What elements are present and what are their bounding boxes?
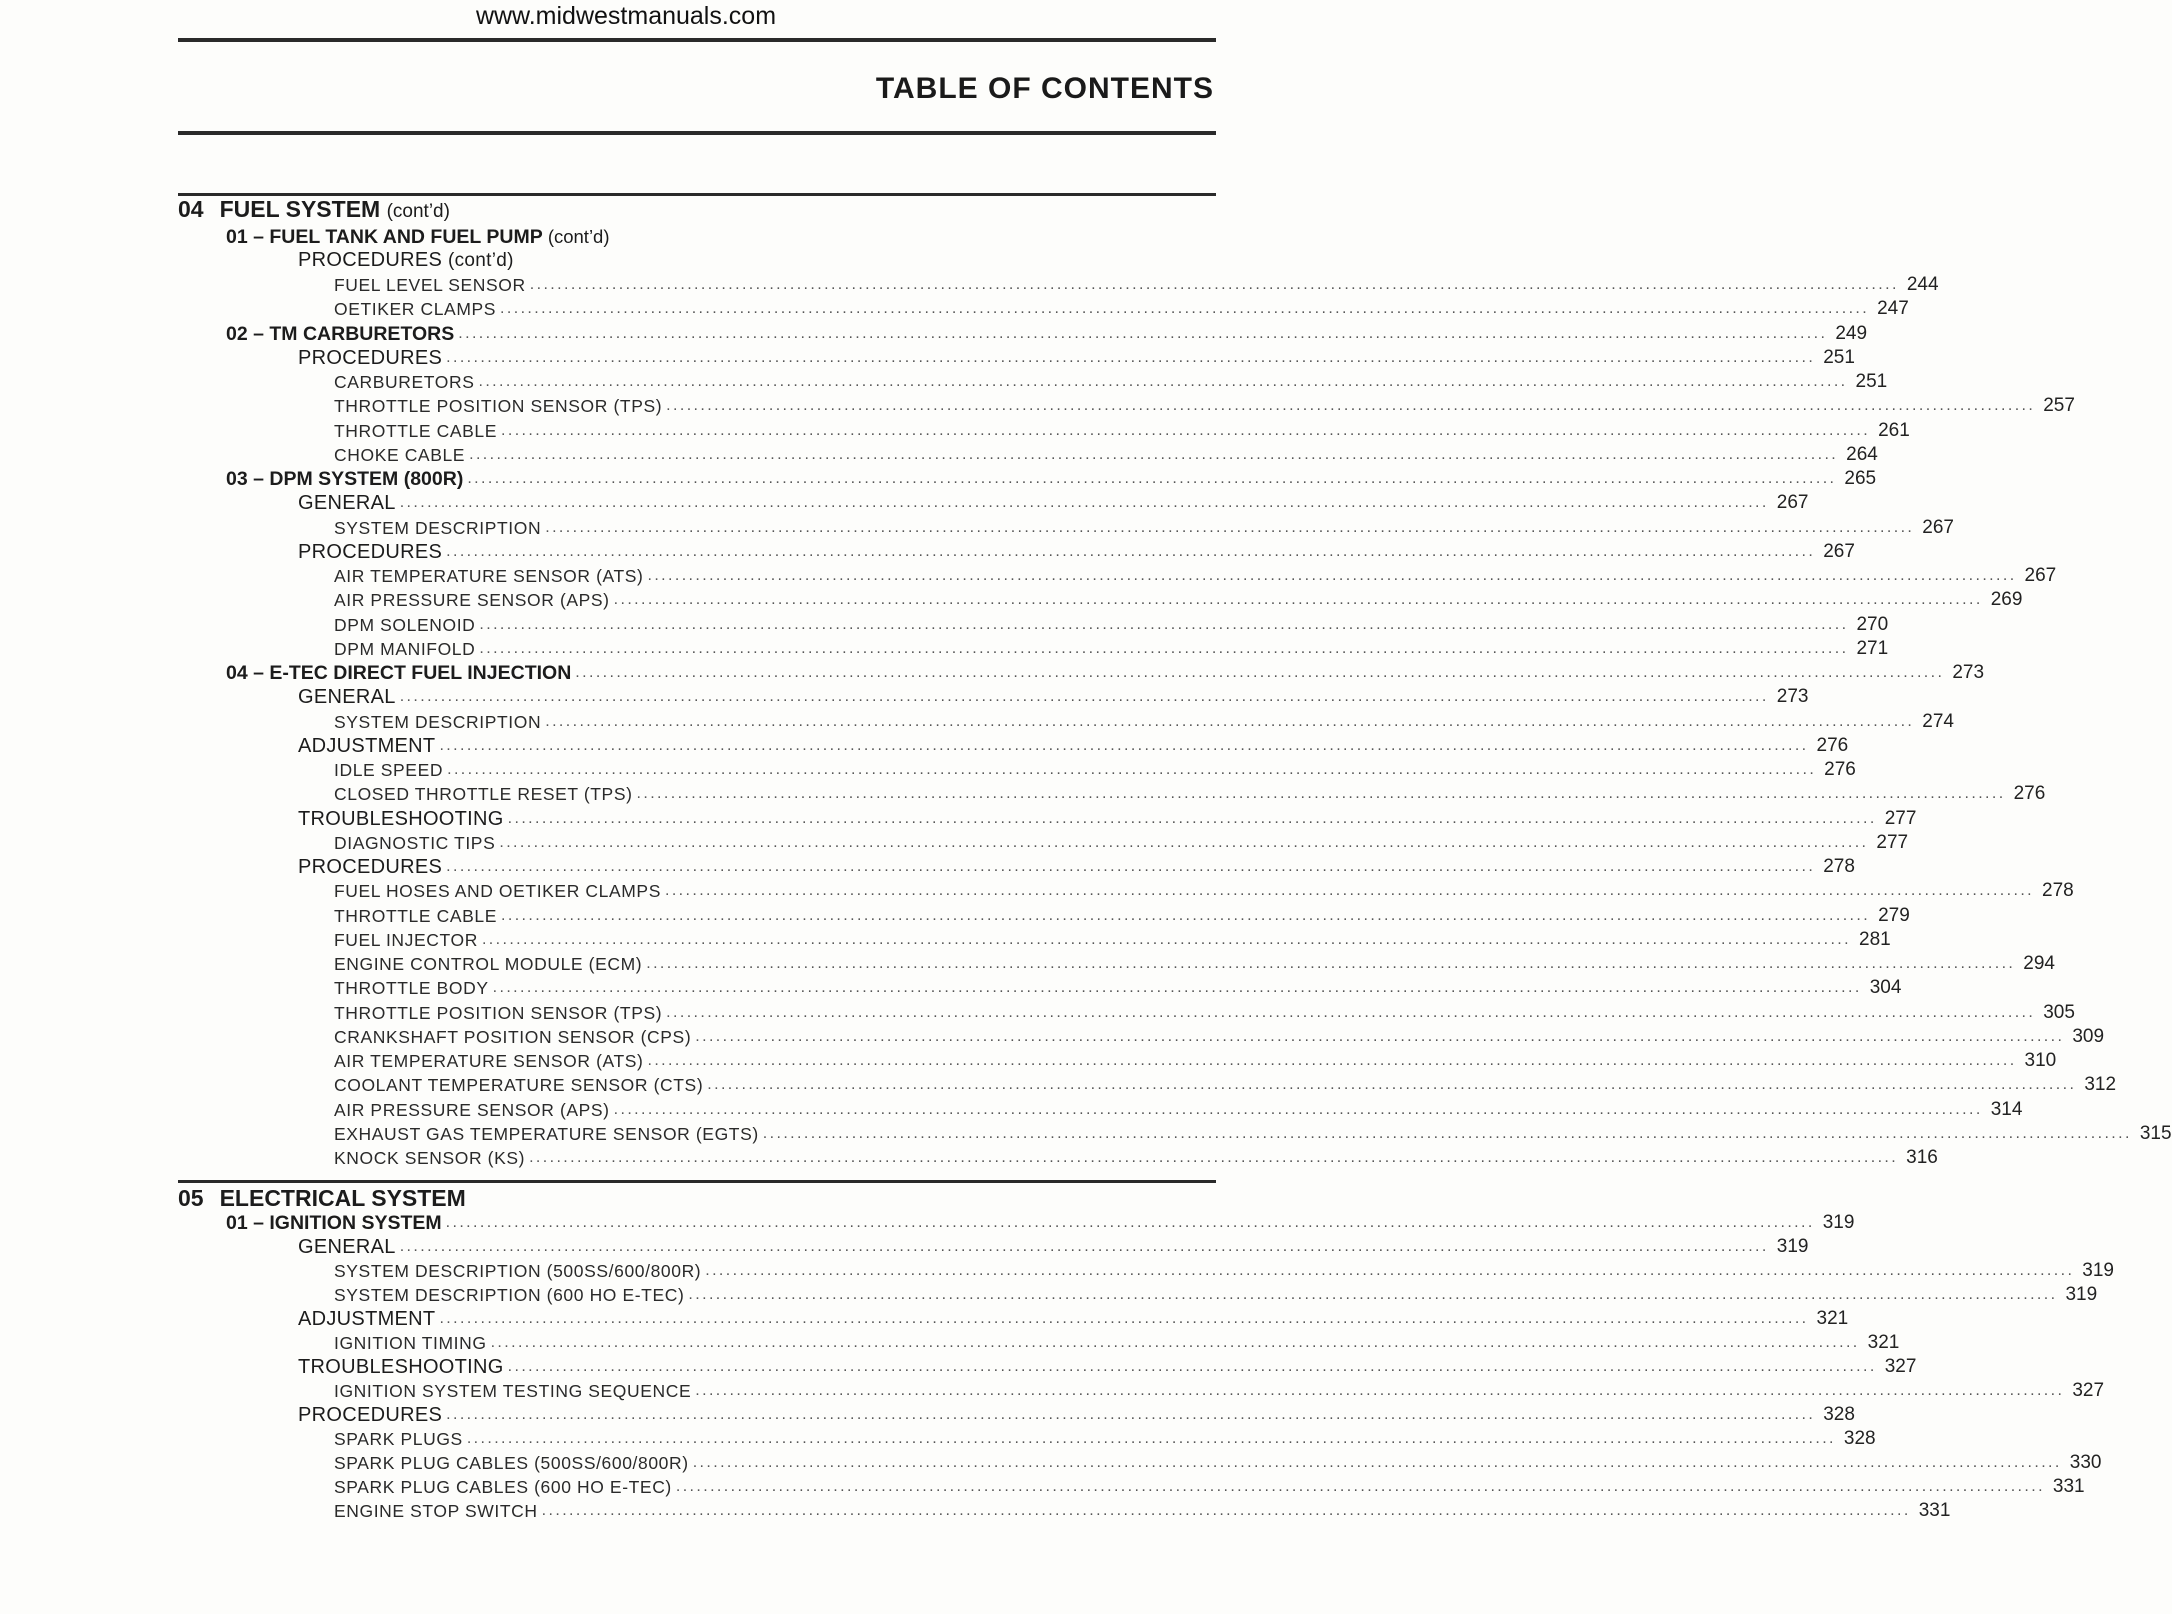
toc-entry[interactable] [0, 1146, 1938, 1170]
dot-leader: ........................................................................................................................................................................................................ [613, 591, 1983, 609]
toc-entry-label [334, 710, 541, 734]
page-number: 276 [1816, 734, 1849, 756]
page-number: 277 [1876, 831, 1909, 853]
toc-entry-text: SYSTEM DESCRIPTION [334, 711, 542, 732]
toc-entry[interactable] [0, 1499, 1951, 1523]
toc-entry[interactable] [0, 1283, 2098, 1307]
dot-leader: ........................................................................................................................................................................................................ [613, 1100, 1983, 1118]
dot-leader: ........................................................................................................................................................................................................ [466, 1429, 1836, 1447]
toc-entry-text: FUEL INJECTOR [334, 929, 478, 950]
toc-entry-text: PROCEDURES [298, 248, 443, 271]
toc-entry[interactable] [0, 1025, 2105, 1049]
toc-entry-label [298, 807, 504, 831]
toc-entry-text: OETIKER CLAMPS [334, 299, 497, 320]
page-number: 261 [1878, 419, 1910, 441]
page-number: 331 [1918, 1499, 1951, 1521]
dot-leader: ........................................................................................................................................................................................................ [695, 1381, 2065, 1399]
toc-entry-label [334, 831, 495, 855]
toc-entry-text: DPM MANIFOLD [334, 638, 476, 659]
dot-leader: ........................................................................................................................................................................................................ [478, 373, 1848, 390]
toc-entry-label [334, 976, 489, 1000]
toc-entry-text: CRANKSHAFT POSITION SENSOR (CPS) [334, 1026, 692, 1047]
dot-leader: ........................................................................................................................................................................................................ [467, 470, 1837, 487]
dot-leader: ........................................................................................................................................................................................................ [541, 1501, 1911, 1519]
page-number: 319 [2065, 1283, 2098, 1305]
dot-leader: ........................................................................................................................................................................................................ [707, 1076, 2077, 1094]
toc-entry-label [298, 491, 396, 515]
toc-entry-text: CARBURETORS [334, 372, 475, 392]
page-number: 319 [2082, 1259, 2114, 1281]
toc-entry-label [334, 1146, 525, 1170]
toc-entry-label [334, 1499, 538, 1523]
toc-entry-text: PROCEDURES [298, 856, 443, 878]
toc-entry-label [298, 1307, 435, 1331]
dot-leader: ........................................................................................................................................................................................................ [492, 979, 1862, 997]
dot-leader: ........................................................................................................................................................................................................ [446, 1405, 1816, 1423]
toc-entry-text: THROTTLE POSITION SENSOR (TPS) [334, 396, 663, 417]
toc-entry-text: AIR TEMPERATURE SENSOR (ATS) [334, 1051, 644, 1071]
page-number: 249 [1835, 322, 1868, 344]
toc-entry-label [334, 1259, 701, 1283]
toc-entry-label [334, 904, 497, 928]
toc-entry[interactable] [0, 1259, 2114, 1283]
toc-entry-text: THROTTLE CABLE [334, 420, 498, 441]
toc-entry-label [334, 1001, 662, 1025]
dot-leader: ........................................................................................................................................................................................................ [507, 1357, 1877, 1375]
toc-entry-label [298, 734, 435, 758]
dot-leader: ........................................................................................................................................................................................................ [675, 1477, 2045, 1495]
toc-entry-text: EXHAUST GAS TEMPERATURE SENSOR (EGTS) [334, 1123, 759, 1144]
toc-entry[interactable] [0, 637, 1889, 661]
toc-entry[interactable] [0, 1475, 2085, 1499]
toc-entry-label [334, 1475, 672, 1499]
dot-leader: ........................................................................................................................................................................................................ [499, 833, 1869, 851]
toc-entry-text: COOLANT TEMPERATURE SENSOR (CTS) [334, 1075, 704, 1096]
dot-leader: ........................................................................................................................................................................................................ [545, 518, 1915, 536]
page-number: 328 [1823, 1403, 1855, 1425]
title-rule [178, 131, 1216, 135]
dot-leader: ........................................................................................................................................................................................................ [647, 1052, 2017, 1069]
page-number: 271 [1856, 637, 1889, 659]
contd-note: (cont’d) [386, 201, 450, 222]
toc-entry-text: DPM SOLENOID [334, 614, 476, 635]
page-number: 330 [2069, 1451, 2102, 1473]
toc-entry-label [334, 564, 643, 588]
toc-entry-text: GENERAL [298, 492, 396, 515]
toc-entry-text: GENERAL [298, 686, 396, 709]
toc-entry[interactable] [0, 685, 1809, 709]
toc-entry-text: FUEL HOSES AND OETIKER CLAMPS [334, 881, 661, 902]
dot-leader: ........................................................................................................................................................................................................ [762, 1124, 2132, 1142]
toc-entry-text: SPARK PLUG CABLES (600 HO E-TEC) [334, 1476, 672, 1497]
toc-entry-text: 01 – FUEL TANK AND FUEL PUMP [226, 225, 543, 248]
dot-leader: ........................................................................................................................................................................................................ [445, 1213, 1815, 1231]
page-number: 316 [1906, 1147, 1938, 1168]
toc-entry[interactable] [0, 273, 1939, 297]
page-number: 264 [1846, 443, 1878, 465]
page-number: 331 [2052, 1475, 2085, 1497]
toc-entry-text: DIAGNOSTIC TIPS [334, 832, 496, 853]
page-number: 312 [2084, 1074, 2117, 1096]
toc-entry-text: THROTTLE BODY [334, 978, 489, 999]
toc-entry-label [298, 855, 442, 879]
toc-entry[interactable] [0, 370, 1888, 394]
toc-entry-label [334, 273, 526, 297]
toc-entry-label [334, 370, 474, 394]
source-url: www.midwestmanuals.com [475, 2, 777, 30]
dot-leader: ........................................................................................................................................................................................................ [501, 421, 1871, 439]
section-heading [0, 196, 1396, 224]
dot-leader: ........................................................................................................................................................................................................ [439, 736, 1809, 754]
dot-leader: ........................................................................................................................................................................................................ [646, 955, 2016, 972]
dot-leader: ........................................................................................................................................................................................................ [481, 930, 1851, 948]
page-number: 269 [1990, 589, 2023, 611]
toc-entry-text: IGNITION SYSTEM TESTING SEQUENCE [334, 1380, 692, 1401]
toc-entry-label [334, 613, 475, 637]
dot-leader: ........................................................................................................................................................................................................ [575, 664, 1945, 681]
page-number: 314 [1990, 1098, 2023, 1120]
dot-leader: ........................................................................................................................................................................................................ [458, 324, 1828, 342]
toc-entry-text: SYSTEM DESCRIPTION (600 HO E-TEC) [334, 1284, 685, 1305]
toc-entry-text: THROTTLE POSITION SENSOR (TPS) [334, 1002, 663, 1023]
toc-entry[interactable] [0, 928, 1891, 952]
toc-entry[interactable] [0, 491, 1809, 515]
toc-entry[interactable] [0, 807, 1917, 831]
dot-leader: ........................................................................................................................................................................................................ [666, 397, 2036, 415]
page-number: 244 [1906, 274, 1939, 295]
section-title: FUEL SYSTEM [219, 196, 381, 222]
page-number: 273 [1776, 686, 1809, 708]
toc-entry-label [334, 928, 478, 952]
toc-entry[interactable] [0, 855, 1855, 879]
contd-note: (cont’d) [547, 225, 610, 247]
toc-entry-label [334, 1073, 703, 1097]
toc-entry[interactable] [0, 540, 1855, 564]
page-number: 251 [1823, 346, 1855, 368]
toc-entry[interactable] [0, 1073, 2117, 1097]
page-number: 276 [1824, 759, 1856, 780]
page-number: 251 [1855, 371, 1888, 392]
section-number: 05 [178, 1185, 204, 1211]
toc-entry-label [298, 1235, 396, 1259]
page-number: 319 [1822, 1211, 1855, 1233]
toc-entry[interactable] [0, 1211, 1855, 1235]
dot-leader: ........................................................................................................................................................................................................ [399, 688, 1769, 706]
dot-leader: ........................................................................................................................................................................................................ [705, 1261, 2075, 1279]
toc-entry-text: SYSTEM DESCRIPTION (500SS/600/800R) [334, 1260, 702, 1281]
page-number: 304 [1869, 977, 1902, 999]
page-number: 278 [2042, 880, 2074, 902]
toc-entry-label [334, 1049, 643, 1073]
dot-leader: ........................................................................................................................................................................................................ [688, 1285, 2058, 1303]
toc-entry[interactable] [0, 952, 2055, 976]
toc-entry-text: ADJUSTMENT [298, 1307, 436, 1330]
toc-entry-text: GENERAL [298, 1235, 396, 1258]
toc-entry[interactable] [0, 661, 1985, 685]
toc-entry-text: CLOSED THROTTLE RESET (TPS) [334, 784, 633, 805]
toc-entry-text: ENGINE STOP SWITCH [334, 1500, 538, 1521]
page-number: 278 [1823, 856, 1855, 877]
dot-leader: ........................................................................................................................................................................................................ [446, 858, 1816, 875]
dot-leader: ........................................................................................................................................................................................................ [545, 712, 1915, 730]
toc-entry-label [334, 1122, 759, 1146]
page-number: 328 [1843, 1427, 1876, 1449]
toc-entry[interactable] [0, 297, 1909, 321]
page-number: 270 [1856, 613, 1889, 635]
toc-entry-label [334, 1379, 691, 1403]
page-number: 277 [1884, 807, 1917, 829]
toc-entry-text: SYSTEM DESCRIPTION [334, 517, 542, 538]
dot-leader: ........................................................................................................................................................................................................ [399, 494, 1769, 512]
page-number: 257 [2043, 395, 2075, 417]
toc-entry-text: 01 – IGNITION SYSTEM [226, 1211, 442, 1234]
toc-entry[interactable] [0, 1122, 2172, 1146]
toc-entry[interactable] [0, 443, 1878, 467]
page-number: 294 [2023, 953, 2055, 974]
toc-entry-text: SPARK PLUGS [334, 1428, 463, 1449]
toc-entry-label [226, 467, 463, 491]
page-number: 281 [1859, 928, 1891, 950]
toc-entry-label [334, 1331, 487, 1355]
dot-leader: ........................................................................................................................................................................................................ [501, 906, 1871, 924]
page-number: 319 [1776, 1235, 1809, 1257]
dot-leader: ........................................................................................................................................................................................................ [439, 1309, 1809, 1327]
toc-entry-text: KNOCK SENSOR (KS) [334, 1148, 526, 1168]
dot-leader: ........................................................................................................................................................................................................ [664, 882, 2035, 900]
toc-entry-label [226, 661, 571, 685]
page-number: 315 [2139, 1122, 2172, 1144]
toc-entry[interactable] [0, 879, 2074, 903]
toc-entry-text: ADJUSTMENT [298, 734, 436, 757]
dot-leader: ........................................................................................................................................................................................................ [399, 1237, 1769, 1255]
toc-entry[interactable] [0, 564, 2057, 588]
section-rule [178, 1180, 1216, 1183]
dot-leader: ........................................................................................................................................................................................................ [647, 567, 2017, 584]
toc-entry-label [334, 394, 662, 418]
toc-entry-label [334, 1451, 689, 1475]
dot-leader: ........................................................................................................................................................................................................ [529, 1149, 1899, 1166]
toc-entry[interactable] [0, 1451, 2102, 1475]
toc-entry-label [226, 225, 610, 249]
page-number: 267 [1922, 516, 1954, 538]
toc-entry-label [334, 588, 610, 612]
page-number: 327 [2072, 1379, 2105, 1401]
toc-entry[interactable] [0, 904, 1910, 928]
toc-entry-text: ENGINE CONTROL MODULE (ECM) [334, 954, 643, 974]
toc-entry-text: THROTTLE CABLE [334, 905, 498, 926]
page-number: 267 [1823, 540, 1855, 562]
toc-entry-label [226, 322, 454, 346]
toc-entry-label [298, 540, 442, 564]
toc-entry[interactable] [0, 1403, 1855, 1427]
toc-entry-label [298, 1403, 442, 1427]
toc-entry[interactable] [0, 1098, 2023, 1122]
page-number: 247 [1877, 298, 1909, 320]
toc-entry[interactable] [0, 1235, 1809, 1259]
toc-entry[interactable] [0, 1331, 1900, 1355]
toc-entry[interactable] [0, 467, 1877, 491]
toc-entry-label [334, 637, 475, 661]
toc-entry-label [298, 346, 442, 370]
toc-entry-text: IDLE SPEED [334, 760, 444, 780]
page-number: 327 [1884, 1355, 1917, 1377]
toc-entry[interactable] [0, 346, 1855, 370]
page-number: 274 [1922, 710, 1954, 732]
toc-entry-label [334, 879, 661, 903]
toc-entry-text: CHOKE CABLE [334, 444, 466, 465]
page-number: 273 [1952, 662, 1985, 683]
section-number: 04 [178, 196, 204, 222]
toc-entry[interactable] [0, 1379, 2105, 1403]
toc-entry[interactable] [0, 710, 1954, 734]
toc-entry[interactable] [0, 1427, 1876, 1451]
toc-entry-label [334, 758, 443, 782]
dot-leader: ........................................................................................................................................................................................................ [666, 1003, 2036, 1021]
toc-entry-label [334, 419, 497, 443]
dot-leader: ........................................................................................................................................................................................................ [507, 809, 1877, 827]
toc-entry-label [334, 1098, 610, 1122]
toc-entry-text: 02 – TM CARBURETORS [226, 322, 455, 345]
dot-leader: ........................................................................................................................................................................................................ [469, 445, 1839, 463]
toc-entry[interactable] [0, 419, 1910, 443]
dot-leader: ........................................................................................................................................................................................................ [500, 300, 1870, 318]
toc-entry-label [226, 1211, 442, 1235]
toc-entry[interactable] [0, 782, 2046, 806]
toc-entry-text: PROCEDURES [298, 346, 443, 369]
toc-entry-text: TROUBLESHOOTING [298, 1355, 504, 1378]
contd-note: (cont’d) [448, 249, 514, 271]
toc-entry-text: PROCEDURES [298, 540, 443, 563]
dot-leader: ........................................................................................................................................................................................................ [490, 1333, 1860, 1351]
page-number: 321 [1867, 1331, 1900, 1353]
toc-entry[interactable] [0, 1049, 2057, 1073]
toc-entry[interactable] [0, 249, 1516, 273]
page-number: 265 [1844, 468, 1877, 489]
page-number: 276 [2013, 783, 2046, 805]
toc-entry-label [298, 248, 514, 273]
dot-leader: ........................................................................................................................................................................................................ [447, 761, 1817, 778]
toc-entry-text: AIR TEMPERATURE SENSOR (ATS) [334, 566, 644, 586]
dot-leader: ........................................................................................................................................................................................................ [636, 785, 2006, 803]
toc-entry-text: AIR PRESSURE SENSOR (APS) [334, 590, 610, 611]
toc-entry-label [334, 782, 633, 806]
toc-entry-text: FUEL LEVEL SENSOR [334, 275, 526, 295]
toc-entry[interactable] [0, 734, 1849, 758]
page-number: 305 [2043, 1001, 2075, 1023]
toc-entry-label [334, 1427, 463, 1451]
toc-entry-label [334, 297, 496, 321]
page-title: TABLE OF CONTENTS [875, 72, 1214, 105]
toc-entry-text: 03 – DPM SYSTEM (800R) [226, 468, 464, 490]
toc-entry-label [334, 516, 541, 540]
section-heading-label [178, 1186, 466, 1210]
toc-entry[interactable] [0, 1307, 1849, 1331]
dot-leader: ........................................................................................................................................................................................................ [692, 1453, 2062, 1471]
page-number: 267 [2024, 565, 2057, 586]
dot-leader: ........................................................................................................................................................................................................ [446, 542, 1816, 560]
toc-entry[interactable] [0, 976, 1902, 1000]
toc-entry[interactable] [0, 1001, 2075, 1025]
toc-entry-text: 04 – E-TEC DIRECT FUEL INJECTION [226, 662, 572, 684]
toc-entry-label [298, 1355, 504, 1379]
toc-entry-text: SPARK PLUG CABLES (500SS/600/800R) [334, 1452, 689, 1473]
toc-entry[interactable] [0, 225, 1444, 249]
toc-entry[interactable] [0, 394, 2075, 418]
toc-entry[interactable] [0, 613, 1889, 637]
page-number: 321 [1816, 1307, 1849, 1329]
section-heading-label [178, 197, 450, 224]
toc-entry[interactable] [0, 516, 1954, 540]
section-heading [0, 1186, 1396, 1210]
page-number: 309 [2072, 1025, 2105, 1047]
toc-entry[interactable] [0, 588, 2023, 612]
toc-entry-text: IGNITION TIMING [334, 1332, 487, 1353]
toc-entry-text: TROUBLESHOOTING [298, 807, 504, 830]
toc-entry[interactable] [0, 758, 1856, 782]
toc-entry-label [334, 1283, 684, 1307]
section-title: ELECTRICAL SYSTEM [219, 1185, 466, 1211]
toc-entry[interactable] [0, 1355, 1917, 1379]
page-number: 310 [2024, 1050, 2057, 1071]
toc-entry[interactable] [0, 322, 1868, 346]
dot-leader: ........................................................................................................................................................................................................ [446, 348, 1816, 366]
dot-leader: ........................................................................................................................................................................................................ [479, 615, 1849, 633]
toc-entry-text: AIR PRESSURE SENSOR (APS) [334, 1099, 610, 1120]
top-rule [178, 38, 1216, 42]
page-number: 279 [1878, 904, 1910, 926]
toc-entry-text: PROCEDURES [298, 1403, 443, 1426]
dot-leader: ........................................................................................................................................................................................................ [695, 1027, 2065, 1045]
toc-entry-label [334, 1025, 691, 1049]
toc-entry[interactable] [0, 831, 1909, 855]
dot-leader: ........................................................................................................................................................................................................ [479, 639, 1849, 657]
toc-entry-label [298, 685, 396, 709]
toc-entry-label [334, 443, 465, 467]
toc-entry-label [334, 952, 642, 976]
dot-leader: ........................................................................................................................................................................................................ [529, 276, 1899, 293]
page-number: 267 [1776, 492, 1809, 514]
